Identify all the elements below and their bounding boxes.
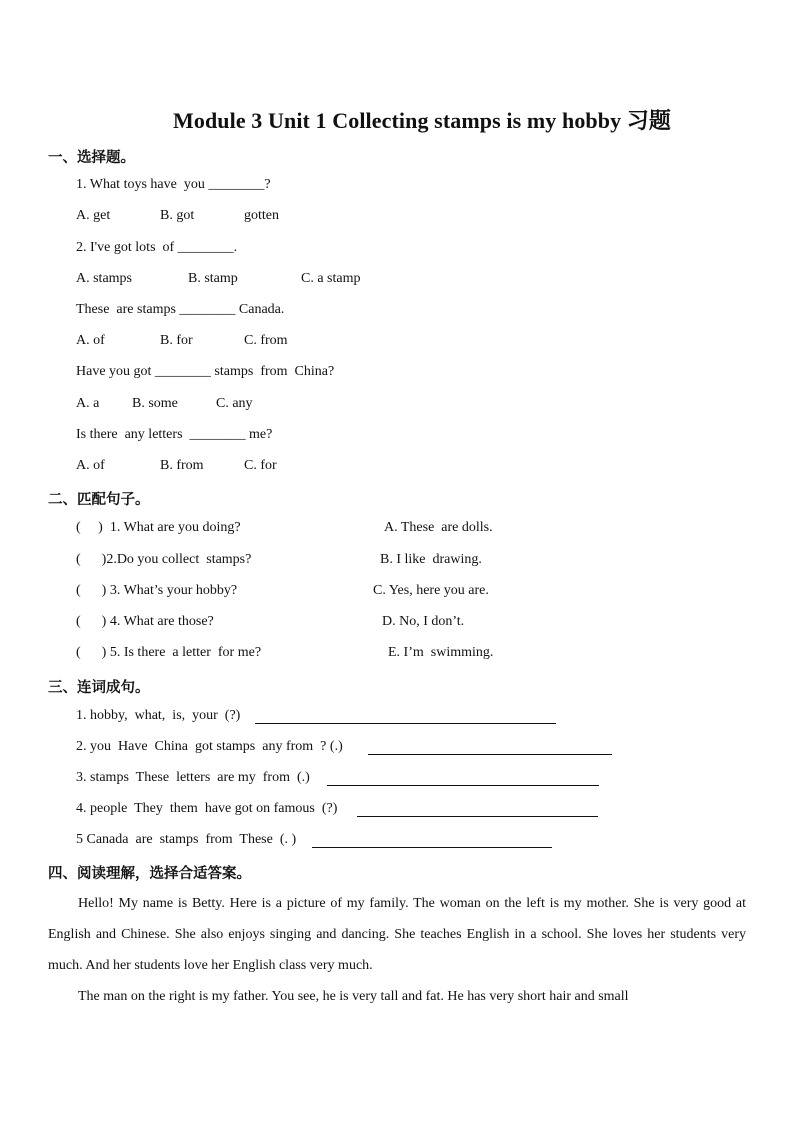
question-stem: 1. What toys have you ________? bbox=[76, 177, 271, 192]
question-option: gotten bbox=[244, 208, 279, 223]
question-option: B. got bbox=[160, 208, 195, 223]
match-question: ( ) 1. What are you doing? bbox=[76, 520, 241, 535]
match-answer: A. These are dolls. bbox=[384, 520, 493, 535]
section-heading-reading: 四、阅读理解，选择合适答案。 bbox=[48, 866, 251, 882]
question-option: C. from bbox=[244, 333, 288, 348]
answer-line[interactable] bbox=[368, 754, 612, 755]
reading-paragraph-text: Hello! My name is Betty. Here is a picture of my family. The woman on the left is my mother. She is very good at English and Chinese. She also enjoys singing and dancing. She teaches English in a school. She loves her students very much. And her students love her English class very much. bbox=[48, 896, 746, 973]
match-question: ( ) 4. What are those? bbox=[76, 614, 214, 629]
answer-line[interactable] bbox=[312, 847, 552, 848]
match-question: ( ) 3. What’s your hobby? bbox=[76, 583, 238, 598]
section-heading-matching: 二、匹配句子。 bbox=[48, 492, 150, 508]
answer-line[interactable] bbox=[357, 816, 598, 817]
question-option: A. of bbox=[76, 458, 105, 473]
question-stem: 2. I've got lots of ________. bbox=[76, 240, 238, 255]
match-answer: E. I’m swimming. bbox=[388, 645, 494, 660]
question-option: B. stamp bbox=[188, 271, 238, 286]
sentence-item: 5 Canada are stamps from These (. ) bbox=[76, 832, 297, 847]
match-answer: D. No, I don’t. bbox=[382, 614, 465, 629]
match-answer: B. I like drawing. bbox=[380, 552, 482, 567]
question-option: B. for bbox=[160, 333, 193, 348]
match-question: ( ) 5. Is there a letter for me? bbox=[76, 645, 262, 660]
reading-paragraph bbox=[48, 981, 746, 1012]
sentence-item: 4. people They them have got on famous (?) bbox=[76, 801, 338, 816]
sentence-item: 3. stamps These letters are my from (.) bbox=[76, 770, 310, 785]
question-option: A. stamps bbox=[76, 271, 132, 286]
question-option: B. from bbox=[160, 458, 204, 473]
answer-line[interactable] bbox=[327, 785, 599, 786]
sentence-item: 2. you Have China got stamps any from ? (.) bbox=[76, 739, 343, 754]
question-option: B. some bbox=[132, 396, 178, 411]
answer-line[interactable] bbox=[255, 723, 556, 724]
reading-paragraph bbox=[48, 888, 746, 981]
question-stem: Is there any letters ________ me? bbox=[76, 427, 273, 442]
page-title: Module 3 Unit 1 Collecting stamps is my hobby 习题 bbox=[172, 108, 671, 133]
section-heading-choice: 一、选择题。 bbox=[48, 150, 135, 166]
question-option: C. any bbox=[216, 396, 253, 411]
match-answer: C. Yes, here you are. bbox=[373, 583, 489, 598]
question-option: A. a bbox=[76, 396, 100, 411]
question-option: C. for bbox=[244, 458, 277, 473]
question-stem: Have you got ________ stamps from China? bbox=[76, 364, 335, 379]
section-heading-sentence: 三、连词成句。 bbox=[48, 680, 150, 696]
sentence-item: 1. hobby, what, is, your (?) bbox=[76, 708, 241, 723]
question-option: A. get bbox=[76, 208, 111, 223]
question-stem: These are stamps ________ Canada. bbox=[76, 302, 285, 317]
question-option: C. a stamp bbox=[301, 271, 361, 286]
reading-paragraph-text: The man on the right is my father. You see, he is very tall and fat. He has very short hair and small bbox=[78, 989, 629, 1004]
question-option: A. of bbox=[76, 333, 105, 348]
match-question: ( )2.Do you collect stamps? bbox=[76, 552, 252, 567]
